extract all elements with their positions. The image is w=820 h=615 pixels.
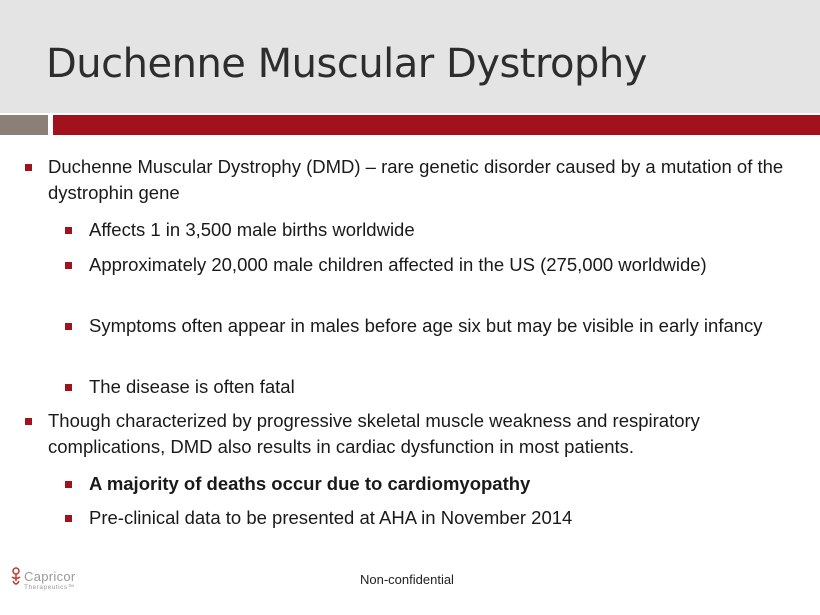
bullet-text: Approximately 20,000 male children affected in the US (275,000 worldwide) xyxy=(89,254,707,275)
list-item xyxy=(89,217,789,243)
logo-subtitle: Therapeutics™ xyxy=(24,584,75,591)
logo-name: Capricor xyxy=(24,569,76,584)
square-bullet-icon xyxy=(25,164,32,171)
square-bullet-icon xyxy=(65,515,72,522)
square-bullet-icon xyxy=(65,262,72,269)
list-item xyxy=(89,471,789,497)
accent-bar-left xyxy=(0,115,48,135)
bullet-text: Pre-clinical data to be presented at AHA in November 2014 xyxy=(89,507,573,528)
footer-label: Non-confidential xyxy=(360,572,454,587)
list-item xyxy=(89,252,789,278)
bullet-text: A majority of deaths occur due to cardiomyopathy xyxy=(89,473,531,494)
bullet-text: Though characterized by progressive skeletal muscle weakness and respiratory complications, DMD also results in cardiac dysfunction in most patients. xyxy=(48,410,700,457)
square-bullet-icon xyxy=(65,384,72,391)
bullet-text: Symptoms often appear in males before age six but may be visible in early infancy xyxy=(89,315,763,336)
square-bullet-icon xyxy=(25,418,32,425)
accent-bar-right xyxy=(53,115,820,135)
square-bullet-icon xyxy=(65,481,72,488)
list-item xyxy=(89,374,789,400)
slide-title: Duchenne Muscular Dystrophy xyxy=(46,41,647,87)
square-bullet-icon xyxy=(65,227,72,234)
list-item xyxy=(89,505,789,531)
capricor-logo-icon xyxy=(9,567,23,589)
bullet-text: The disease is often fatal xyxy=(89,376,295,397)
list-item xyxy=(48,154,788,206)
bullet-text: Affects 1 in 3,500 male births worldwide xyxy=(89,219,415,240)
list-item xyxy=(48,408,788,460)
bullet-text: Duchenne Muscular Dystrophy (DMD) – rare genetic disorder caused by a mutation of the dystrophin gene xyxy=(48,156,784,203)
list-item xyxy=(89,313,789,339)
company-logo xyxy=(9,562,99,602)
square-bullet-icon xyxy=(65,323,72,330)
